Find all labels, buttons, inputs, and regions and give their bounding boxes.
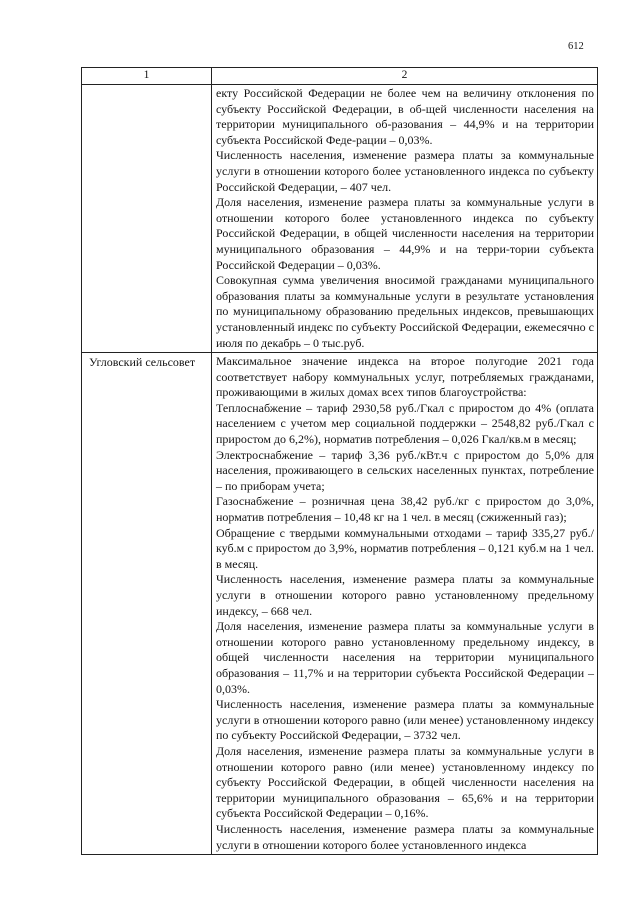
paragraph: Максимальное значение индекса на второе полугодие 2021 года соответствует набору коммунальных услуг, потребляемых гражданами, проживающими в жилых домах всех типов благоустройства: (216, 354, 594, 400)
header-cell-col2: 2 (212, 68, 598, 85)
paragraph: екту Российской Федерации не более чем на величину отклонения по субъекту Российской Федерации, в об-щей численности населения на территории муниципального об-разования – 44,9% и на территории субъекта Российской Феде-рации – 0,03%. (216, 86, 594, 147)
paragraph: Совокупная сумма увеличения вносимой гражданами муниципального образования платы за коммунальные услуги в результате установления по муниципальному образованию предельных индексов, превышающих установленный индекс по субъекту Российской Федерации, ежемесячно с июля по декабрь – 0 тыс.руб. (216, 273, 594, 350)
header-cell-col1: 1 (82, 68, 212, 85)
paragraph: Численность населения, изменение размера платы за коммунальные услуги в отношении которого более установленного индекса (216, 821, 594, 852)
paragraph: Доля населения, изменение размера платы за коммунальные услуги в отношении которого равно (или менее) установленному индексу по субъекту Российской Федерации, в общей численности населения на территории муниципального образования – 65,6% и на территории субъекта Российской Федерации – 0,16%. (216, 743, 594, 821)
paragraph: Обращение с твердыми коммунальными отходами – тариф 335,27 руб./куб.м с приростом до 3,9%, норматив потребления – 0,121 куб.м на 1 чел. в месяц. (216, 525, 594, 571)
paragraph: Доля населения, изменение размера платы за коммунальные услуги в отношении которого более установленного индекса по субъекту Российской Федерации, в общей численности населения на территории муниципального образования – 44,9% и на терри-тории субъекта Российской Федерации – 0,03%. (216, 195, 594, 272)
paragraph: Численность населения, изменение размера платы за коммунальные услуги в отношении которого равно (или менее) установленному индексу по субъекту Российской Федерации, – 3732 чел. (216, 697, 594, 743)
table-row (82, 85, 598, 353)
paragraph: Численность населения, изменение размера платы за коммунальные услуги в отношении которого более установленного индекса по субъекту Российской Федерации, – 407 чел. (216, 148, 594, 194)
municipality-cell (82, 85, 212, 353)
municipality-cell: Угловский сельсовет (82, 353, 212, 855)
page-number: 612 (568, 41, 584, 52)
description-cell (212, 353, 598, 855)
table-header-row (82, 68, 598, 85)
paragraph: Электроснабжение – тариф 3,36 руб./кВт.ч с приростом до 5,0% для населения, проживающего в сельских населенных пунктах, потребление – по приборам учета; (216, 447, 594, 493)
table-row (82, 353, 598, 855)
paragraph: Теплоснабжение – тариф 2930,58 руб./Гкал с приростом до 4% (оплата населением с учетом мер социальной поддержки – 2548,82 руб./Гкал с приростом до 6,2%), норматив потребления – 0,026 Гкал/кв.м в месяц; (216, 400, 594, 447)
paragraph: Численность населения, изменение размера платы за коммунальные услуги в отношении которого равно установленному предельному индексу, – 668 чел. (216, 572, 594, 618)
paragraph: Газоснабжение – розничная цена 38,42 руб./кг с приростом до 3,0%, норматив потребления – 10,48 кг на 1 чел. в месяц (сжиженный газ); (216, 494, 594, 525)
document-table (81, 67, 598, 855)
paragraph: Доля населения, изменение размера платы за коммунальные услуги в отношении которого равно установленному предельному индексу, в общей численности населения на территории муниципального образования – 11,7% и на территории субъекта Российской Федерации – 0,03%. (216, 619, 594, 696)
description-cell (212, 85, 598, 353)
